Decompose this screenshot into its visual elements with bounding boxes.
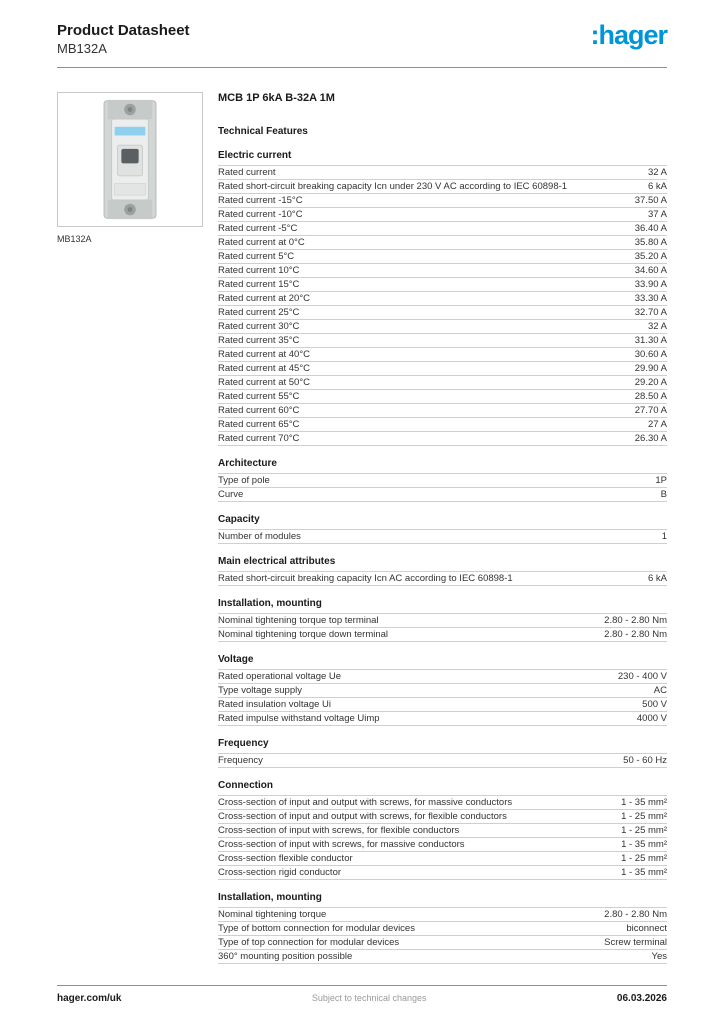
spec-value: Screw terminal [604,937,667,948]
spec-label: Rated current 25°C [218,308,300,318]
spec-value: B [660,489,667,500]
spec-label: Nominal tightening torque [218,910,327,920]
spec-value: 27 A [647,419,667,430]
spec-label: Nominal tightening torque top terminal [218,616,379,626]
spec-value: 36.40 A [634,223,667,234]
spec-section [218,150,667,446]
section-title: Main electrical attributes [218,556,336,567]
spec-value: 230 - 400 V [617,671,667,682]
spec-value: 27.70 A [634,405,667,416]
mcb-breaker-illustration [84,97,176,222]
spec-value: 1 [661,531,667,542]
spec-row [218,180,667,194]
spec-value: 1 - 25 mm² [621,811,667,822]
spec-value: AC [653,685,667,696]
spec-label: Cross-section flexible conductor [218,854,353,864]
spec-label: Frequency [218,756,263,766]
section-title: Voltage [218,654,254,665]
spec-row [218,236,667,250]
spec-row [218,194,667,208]
spec-row [218,530,667,544]
spec-row [218,488,667,502]
spec-sections [218,150,667,964]
spec-value: 29.90 A [634,363,667,374]
spec-label: Rated current at 0°C [218,238,305,248]
spec-label: 360° mounting position possible [218,952,353,962]
spec-section [218,654,667,726]
spec-row [218,670,667,684]
section-title: Electric current [218,150,292,161]
spec-row [218,292,667,306]
spec-table [218,529,667,544]
spec-label: Rated current 30°C [218,322,300,332]
spec-row [218,390,667,404]
spec-section [218,738,667,768]
spec-row [218,404,667,418]
hager-logo: :hager [590,20,667,50]
spec-row [218,418,667,432]
spec-value: 33.90 A [634,279,667,290]
spec-label: Rated current 15°C [218,280,300,290]
spec-row [218,824,667,838]
page-title: Product Datasheet [57,22,190,39]
spec-table [218,571,667,586]
spec-row [218,684,667,698]
spec-label: Nominal tightening torque down terminal [218,630,389,640]
spec-row [218,222,667,236]
spec-column [218,92,667,964]
spec-value: 35.20 A [634,251,667,262]
section-title: Frequency [218,738,269,749]
spec-table [218,165,667,446]
spec-label: Rated short-circuit breaking capacity Icn under 230 V AC according to IEC 60898-1 [218,182,568,192]
spec-label: Rated impulse withstand voltage Uimp [218,714,380,724]
section-title: Capacity [218,514,260,525]
spec-value: 30.60 A [634,349,667,360]
spec-row [218,362,667,376]
spec-row [218,796,667,810]
spec-section [218,780,667,880]
spec-label: Rated current 70°C [218,434,300,444]
spec-value: 35.80 A [634,237,667,248]
spec-section [218,598,667,642]
spec-row [218,908,667,922]
page-footer [57,985,667,1004]
spec-row [218,264,667,278]
footer-website-link[interactable]: hager.com/uk [57,993,122,1004]
spec-label: Number of modules [218,532,301,542]
spec-value: 2.80 - 2.80 Nm [604,909,667,920]
spec-label: Rated insulation voltage Ui [218,700,332,710]
spec-value: 500 V [642,699,667,710]
spec-label: Rated current [218,168,276,178]
spec-table [218,473,667,502]
spec-row [218,278,667,292]
spec-label: Rated short-circuit breaking capacity Icn AC according to IEC 60898-1 [218,574,513,584]
spec-label: Rated current 60°C [218,406,300,416]
spec-value: 2.80 - 2.80 Nm [604,615,667,626]
spec-row [218,866,667,880]
spec-value: 37 A [647,209,667,220]
spec-value: 37.50 A [634,195,667,206]
technical-features-title: Technical Features [218,126,308,137]
product-reference: MB132A [57,41,107,56]
spec-value: 1 - 25 mm² [621,825,667,836]
spec-row [218,950,667,964]
spec-row [218,810,667,824]
spec-label: Type of top connection for modular devices [218,938,400,948]
spec-table [218,613,667,642]
spec-row [218,348,667,362]
spec-label: Cross-section of input and output with screws, for massive conductors [218,798,513,808]
header-titles [57,22,190,57]
spec-row [218,432,667,446]
spec-row [218,306,667,320]
spec-label: Type of bottom connection for modular devices [218,924,415,934]
section-title: Installation, mounting [218,598,322,609]
spec-label: Rated current at 45°C [218,364,310,374]
spec-row [218,334,667,348]
spec-value: 1 - 35 mm² [621,867,667,878]
spec-section [218,556,667,586]
footer-disclaimer: Subject to technical changes [311,993,427,1003]
section-title: Installation, mounting [218,892,322,903]
spec-label: Cross-section rigid conductor [218,868,342,878]
spec-row [218,614,667,628]
spec-label: Rated current -15°C [218,196,303,206]
spec-label: Rated current at 50°C [218,378,310,388]
spec-value: 6 kA [647,181,667,192]
product-image [57,92,203,227]
spec-row [218,250,667,264]
spec-value: Yes [651,951,667,962]
spec-row [218,572,667,586]
spec-value: 1P [655,475,667,486]
spec-row [218,922,667,936]
spec-value: 28.50 A [634,391,667,402]
spec-row [218,320,667,334]
section-title: Architecture [218,458,277,469]
spec-label: Cross-section of input and output with screws, for flexible conductors [218,812,507,822]
spec-label: Rated current 35°C [218,336,300,346]
spec-value: 6 kA [647,573,667,584]
image-caption: MB132A [57,234,92,244]
spec-value: 32 A [647,321,667,332]
spec-row [218,376,667,390]
spec-label: Type of pole [218,476,270,486]
spec-value: 2.80 - 2.80 Nm [604,629,667,640]
spec-label: Rated current 10°C [218,266,300,276]
page-header [57,22,667,57]
spec-section [218,458,667,502]
spec-label: Rated current -5°C [218,224,298,234]
spec-row [218,166,667,180]
spec-label: Rated current 65°C [218,420,300,430]
spec-label: Cross-section of input with screws, for flexible conductors [218,826,460,836]
spec-value: 1 - 35 mm² [621,797,667,808]
spec-label: Cross-section of input with screws, for massive conductors [218,840,465,850]
footer-date: 06.03.2026 [616,993,667,1004]
spec-value: 32.70 A [634,307,667,318]
spec-row [218,628,667,642]
spec-value: 34.60 A [634,265,667,276]
spec-row [218,698,667,712]
spec-row [218,838,667,852]
spec-table [218,753,667,768]
spec-label: Rated current at 40°C [218,350,310,360]
spec-label: Rated operational voltage Ue [218,672,342,682]
spec-value: 1 - 35 mm² [621,839,667,850]
product-image-column [57,92,205,964]
spec-section [218,892,667,964]
spec-label: Curve [218,490,244,500]
section-title: Connection [218,780,273,791]
spec-row [218,852,667,866]
spec-row [218,712,667,726]
spec-value: 31.30 A [634,335,667,346]
spec-section [218,514,667,544]
spec-table [218,795,667,880]
header-divider [57,67,667,68]
spec-label: Rated current -10°C [218,210,303,220]
spec-table [218,907,667,964]
spec-value: 29.20 A [634,377,667,388]
spec-label: Rated current 55°C [218,392,300,402]
spec-label: Type voltage supply [218,686,302,696]
spec-value: biconnect [626,923,667,934]
product-heading: MCB 1P 6kA B-32A 1M [218,92,335,104]
spec-row [218,936,667,950]
spec-label: Rated current 5°C [218,252,295,262]
spec-row [218,754,667,768]
spec-value: 4000 V [636,713,667,724]
spec-value: 33.30 A [634,293,667,304]
spec-value: 50 - 60 Hz [623,755,667,766]
spec-value: 26.30 A [634,433,667,444]
spec-table [218,669,667,726]
spec-value: 32 A [647,167,667,178]
spec-row [218,208,667,222]
spec-value: 1 - 25 mm² [621,853,667,864]
spec-row [218,474,667,488]
spec-label: Rated current at 20°C [218,294,310,304]
